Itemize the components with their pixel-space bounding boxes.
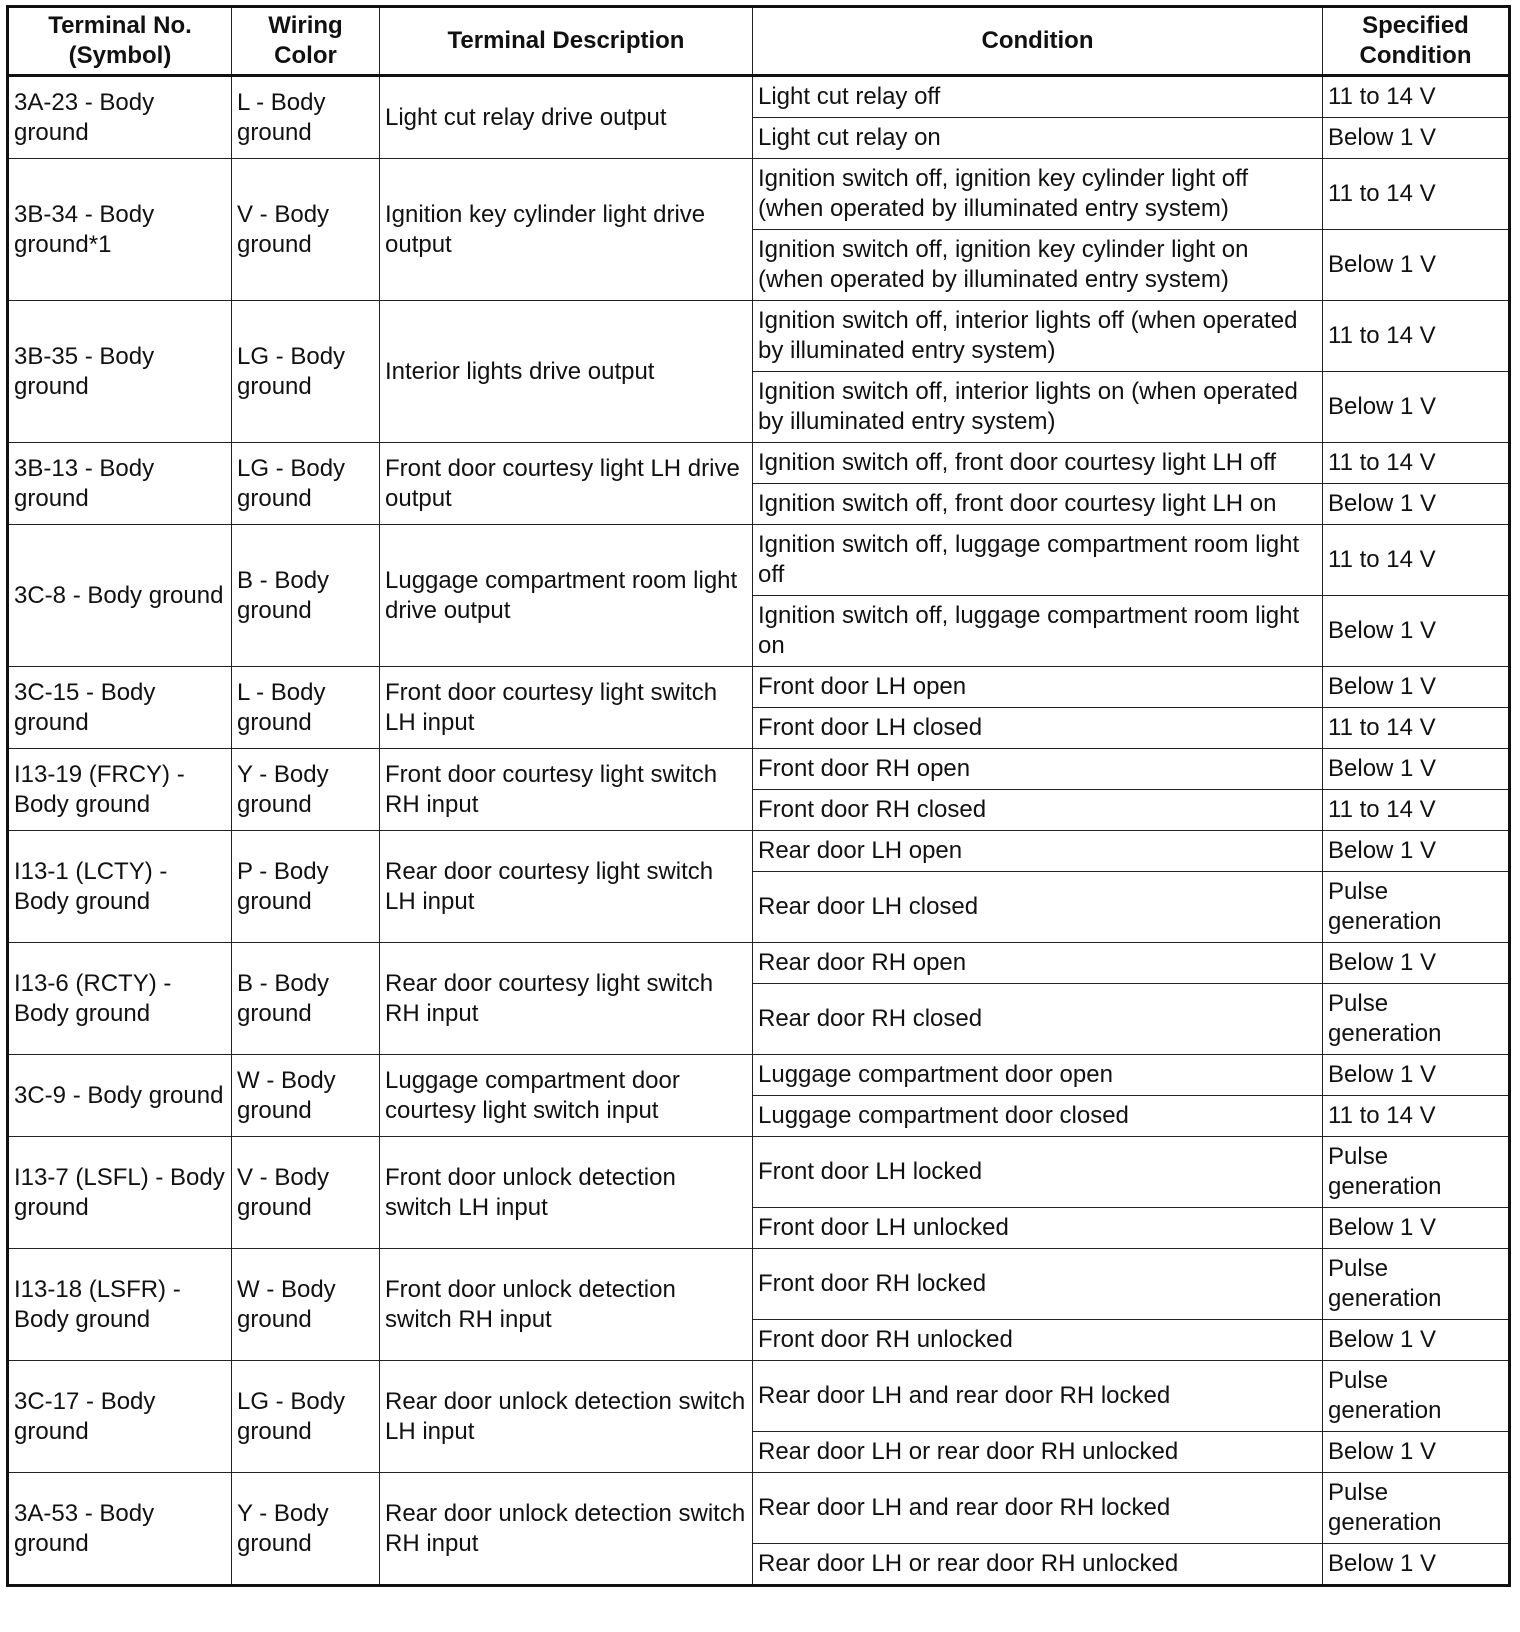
terminal-description-cell: Luggage compartment room light drive output <box>380 525 753 667</box>
terminal-no-cell: I13-7 (LSFL) - Body ground <box>8 1137 232 1249</box>
terminal-description-cell: Interior lights drive output <box>380 301 753 443</box>
table-body <box>8 76 1510 1586</box>
specified-condition-cell: Pulse generation <box>1323 872 1510 943</box>
condition-cell: Front door LH closed <box>753 708 1323 749</box>
terminal-description-cell: Light cut relay drive output <box>380 76 753 159</box>
specified-condition-cell: Below 1 V <box>1323 1320 1510 1361</box>
condition-cell: Ignition switch off, luggage compartment room light off <box>753 525 1323 596</box>
condition-cell: Rear door RH closed <box>753 984 1323 1055</box>
terminal-no-cell: I13-1 (LCTY) - Body ground <box>8 831 232 943</box>
specified-condition-cell: Below 1 V <box>1323 484 1510 525</box>
condition-cell: Luggage compartment door open <box>753 1055 1323 1096</box>
specified-condition-cell: 11 to 14 V <box>1323 790 1510 831</box>
condition-cell: Front door RH closed <box>753 790 1323 831</box>
terminal-description-cell: Rear door courtesy light switch LH input <box>380 831 753 943</box>
condition-cell: Front door LH open <box>753 667 1323 708</box>
terminal-no-cell: I13-6 (RCTY) - Body ground <box>8 943 232 1055</box>
terminal-description-cell: Front door unlock detection switch RH input <box>380 1249 753 1361</box>
condition-cell: Rear door LH or rear door RH unlocked <box>753 1544 1323 1586</box>
condition-cell: Front door LH locked <box>753 1137 1323 1208</box>
terminal-description-cell: Rear door courtesy light switch RH input <box>380 943 753 1055</box>
terminal-spec-table <box>6 5 1511 1587</box>
terminal-no-cell: 3A-53 - Body ground <box>8 1473 232 1586</box>
table-row <box>8 943 1510 984</box>
wiring-color-cell: LG - Body ground <box>232 1361 380 1473</box>
specified-condition-cell: Below 1 V <box>1323 1055 1510 1096</box>
terminal-no-cell: 3B-13 - Body ground <box>8 443 232 525</box>
terminal-no-cell: 3B-35 - Body ground <box>8 301 232 443</box>
table-row <box>8 1055 1510 1096</box>
specified-condition-cell: Below 1 V <box>1323 1208 1510 1249</box>
condition-cell: Rear door LH and rear door RH locked <box>753 1473 1323 1544</box>
wiring-color-cell: P - Body ground <box>232 831 380 943</box>
specified-condition-cell: 11 to 14 V <box>1323 443 1510 484</box>
terminal-description-cell: Front door courtesy light switch LH input <box>380 667 753 749</box>
specified-condition-cell: Pulse generation <box>1323 1361 1510 1432</box>
terminal-no-cell: 3A-23 - Body ground <box>8 76 232 159</box>
terminal-description-cell: Front door unlock detection switch LH input <box>380 1137 753 1249</box>
specified-condition-cell: 11 to 14 V <box>1323 525 1510 596</box>
header-terminal-description: Terminal Description <box>380 7 753 76</box>
terminal-no-cell: I13-19 (FRCY) - Body ground <box>8 749 232 831</box>
terminal-no-cell: 3C-9 - Body ground <box>8 1055 232 1137</box>
wiring-color-cell: V - Body ground <box>232 159 380 301</box>
header-terminal-no: Terminal No. (Symbol) <box>8 7 232 76</box>
condition-cell: Rear door LH closed <box>753 872 1323 943</box>
terminal-description-cell: Luggage compartment door courtesy light switch input <box>380 1055 753 1137</box>
specified-condition-cell: Below 1 V <box>1323 831 1510 872</box>
condition-cell: Luggage compartment door closed <box>753 1096 1323 1137</box>
terminal-description-cell: Front door courtesy light switch RH input <box>380 749 753 831</box>
wiring-color-cell: W - Body ground <box>232 1249 380 1361</box>
table-row <box>8 525 1510 596</box>
specified-condition-cell: 11 to 14 V <box>1323 708 1510 749</box>
condition-cell: Rear door LH open <box>753 831 1323 872</box>
specified-condition-cell: Below 1 V <box>1323 667 1510 708</box>
header-condition: Condition <box>753 7 1323 76</box>
condition-cell: Light cut relay off <box>753 76 1323 118</box>
condition-cell: Ignition switch off, front door courtesy light LH on <box>753 484 1323 525</box>
condition-cell: Ignition switch off, front door courtesy light LH off <box>753 443 1323 484</box>
header-wiring-color: Wiring Color <box>232 7 380 76</box>
wiring-color-cell: Y - Body ground <box>232 749 380 831</box>
specified-condition-cell: Below 1 V <box>1323 596 1510 667</box>
terminal-no-cell: 3B-34 - Body ground*1 <box>8 159 232 301</box>
wiring-color-cell: B - Body ground <box>232 943 380 1055</box>
condition-cell: Ignition switch off, ignition key cylinder light off (when operated by illuminated entry system) <box>753 159 1323 230</box>
terminal-no-cell: 3C-8 - Body ground <box>8 525 232 667</box>
terminal-spec-table-container <box>6 5 1508 1587</box>
specified-condition-cell: Below 1 V <box>1323 230 1510 301</box>
specified-condition-cell: 11 to 14 V <box>1323 76 1510 118</box>
terminal-description-cell: Rear door unlock detection switch LH input <box>380 1361 753 1473</box>
specified-condition-cell: Pulse generation <box>1323 1137 1510 1208</box>
header-row <box>8 7 1510 76</box>
specified-condition-cell: Below 1 V <box>1323 1432 1510 1473</box>
wiring-color-cell: LG - Body ground <box>232 301 380 443</box>
table-row <box>8 1361 1510 1432</box>
terminal-description-cell: Rear door unlock detection switch RH input <box>380 1473 753 1586</box>
specified-condition-cell: Pulse generation <box>1323 1473 1510 1544</box>
condition-cell: Front door LH unlocked <box>753 1208 1323 1249</box>
condition-cell: Ignition switch off, interior lights on (when operated by illuminated entry system) <box>753 372 1323 443</box>
wiring-color-cell: LG - Body ground <box>232 443 380 525</box>
condition-cell: Ignition switch off, interior lights off (when operated by illuminated entry system) <box>753 301 1323 372</box>
terminal-no-cell: 3C-15 - Body ground <box>8 667 232 749</box>
terminal-description-cell: Ignition key cylinder light drive output <box>380 159 753 301</box>
terminal-no-cell: 3C-17 - Body ground <box>8 1361 232 1473</box>
terminal-no-cell: I13-18 (LSFR) - Body ground <box>8 1249 232 1361</box>
condition-cell: Rear door RH open <box>753 943 1323 984</box>
specified-condition-cell: Pulse generation <box>1323 984 1510 1055</box>
specified-condition-cell: Below 1 V <box>1323 118 1510 159</box>
specified-condition-cell: Below 1 V <box>1323 1544 1510 1586</box>
table-row <box>8 1473 1510 1544</box>
table-row <box>8 667 1510 708</box>
specified-condition-cell: 11 to 14 V <box>1323 301 1510 372</box>
specified-condition-cell: 11 to 14 V <box>1323 159 1510 230</box>
condition-cell: Front door RH open <box>753 749 1323 790</box>
wiring-color-cell: L - Body ground <box>232 76 380 159</box>
condition-cell: Rear door LH or rear door RH unlocked <box>753 1432 1323 1473</box>
wiring-color-cell: L - Body ground <box>232 667 380 749</box>
terminal-description-cell: Front door courtesy light LH drive output <box>380 443 753 525</box>
condition-cell: Front door RH locked <box>753 1249 1323 1320</box>
table-row <box>8 159 1510 230</box>
wiring-color-cell: W - Body ground <box>232 1055 380 1137</box>
table-row <box>8 443 1510 484</box>
specified-condition-cell: Below 1 V <box>1323 372 1510 443</box>
specified-condition-cell: Pulse generation <box>1323 1249 1510 1320</box>
specified-condition-cell: Below 1 V <box>1323 943 1510 984</box>
table-row <box>8 831 1510 872</box>
header-specified-condition: Specified Condition <box>1323 7 1510 76</box>
condition-cell: Front door RH unlocked <box>753 1320 1323 1361</box>
wiring-color-cell: B - Body ground <box>232 525 380 667</box>
condition-cell: Ignition switch off, luggage compartment room light on <box>753 596 1323 667</box>
table-row <box>8 301 1510 372</box>
table-row <box>8 749 1510 790</box>
condition-cell: Ignition switch off, ignition key cylinder light on (when operated by illuminated entry system) <box>753 230 1323 301</box>
table-row <box>8 1137 1510 1208</box>
table-row <box>8 1249 1510 1320</box>
wiring-color-cell: Y - Body ground <box>232 1473 380 1586</box>
wiring-color-cell: V - Body ground <box>232 1137 380 1249</box>
condition-cell: Rear door LH and rear door RH locked <box>753 1361 1323 1432</box>
table-row <box>8 76 1510 118</box>
specified-condition-cell: Below 1 V <box>1323 749 1510 790</box>
condition-cell: Light cut relay on <box>753 118 1323 159</box>
specified-condition-cell: 11 to 14 V <box>1323 1096 1510 1137</box>
